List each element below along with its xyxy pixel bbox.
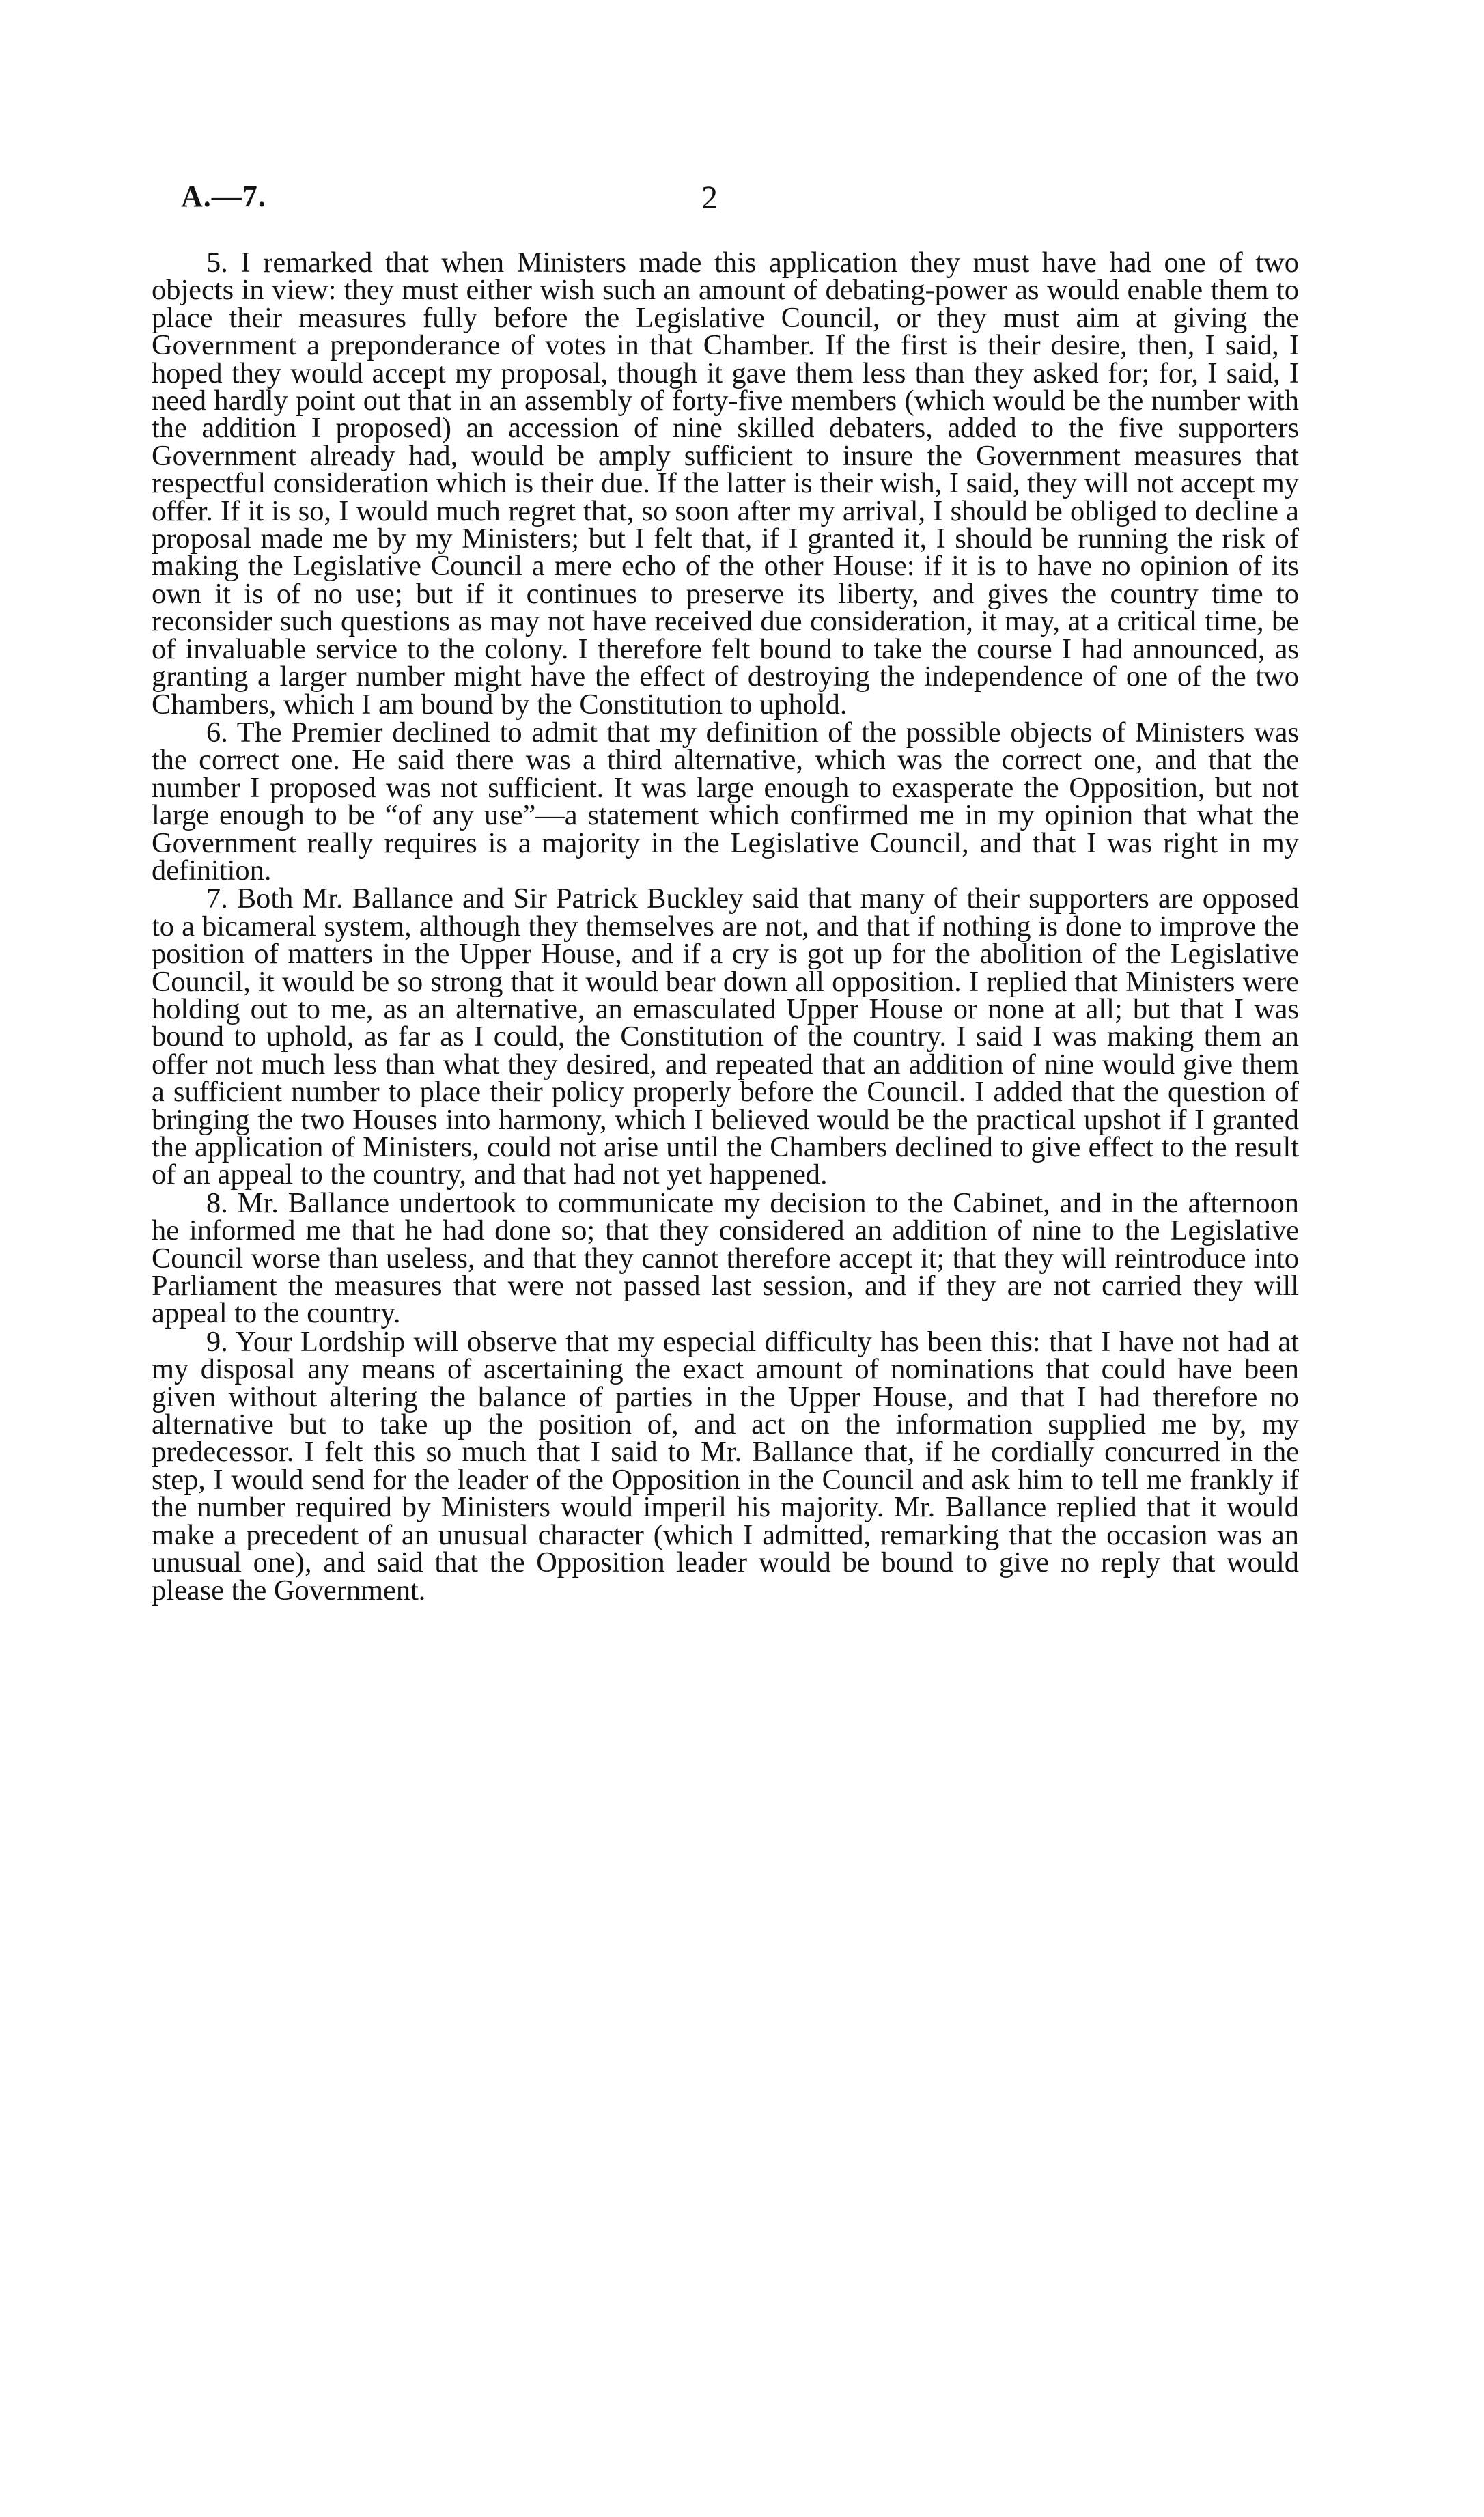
paragraph-6: 6. The Premier declined to admit that my definition of the possible objects of Ministers was the correct one. He said there was a third alternative, which was the correct one, and that the number I proposed was not sufficient. It was large enough to exasperate the Opposition, but not large enough to be “of any use”—a statement which confirmed me in my opinion that what the Government really requires is a majority in the Legislative Council, and that I was right in my definition. bbox=[152, 716, 1299, 887]
paragraph-7: 7. Both Mr. Ballance and Sir Patrick Buckley said that many of their supporters are opposed to a bicameral system, although they themselves are not, and that if nothing is done to improve the position of matters in the Upper House, and if a cry is got up for the abolition of the Legislative Council, it would be so strong that it would bear down all opposition. I replied that Ministers were holding out to me, as an alternative, an emasculated Upper House or none at all; but that I was bound to uphold, as far as I could, the Constitution of the country. I said I was making them an offer not much less than what they desired, and repeated that an addition of nine would give them a sufficient number to place their policy properly before the Council. I added that the question of bringing the two Houses into harmony, which I believed would be the practical upshot if I granted the application of Ministers, could not arise until the Chambers declined to give effect to the result of an appeal to the country, and that had not yet happened. bbox=[152, 882, 1299, 1191]
page-number: 2 bbox=[701, 180, 718, 216]
paragraph-9: 9. Your Lordship will observe that my especial difficulty has been this: that I have not had at my disposal any means of ascertaining the exact amount of nominations that could have been given without altering the balance of parties in the Upper House, and that I had therefore no alternative but to take up the position of, and act on the information supplied me by, my predecessor. I felt this so much that I said to Mr. Ballance that, if he cordially concurred in the step, I would send for the leader of the Opposition in the Council and ask him to tell me frankly if the number required by Ministers would imperil his majority. Mr. Ballance replied that it would make a precedent of an unusual character (which I admitted, remarking that the occasion was an unusual one), and said that the Opposition leader would be bound to give no reply that would please the Government. bbox=[152, 1325, 1299, 1607]
page-header bbox=[181, 179, 1315, 220]
body-text bbox=[152, 249, 1299, 1605]
document-reference: A.—7. bbox=[181, 180, 266, 213]
paragraph-8: 8. Mr. Ballance undertook to communicate my decision to the Cabinet, and in the afternoon he informed me that he had done so; that they considered an addition of nine to the Legislative Council worse than useless, and that they cannot therefore accept it; that they will reintroduce into Parliament the measures that were not passed last session, and if they are not carried they will appeal to the country. bbox=[152, 1186, 1299, 1330]
paragraph-5: 5. I remarked that when Ministers made this application they must have had one of two objects in view: they must either wish such an amount of debating-power as would enable them to place their measures fully before the Legislative Council, or they must aim at giving the Government a preponderance of votes in that Chamber. If the first is their desire, then, I said, I hoped they would accept my proposal, though it gave them less than they asked for; for, I said, I need hardly point out that in an assembly of forty-five members (which would be the number with the addition I proposed) an accession of nine skilled debaters, added to the five supporters Government already had, would be amply sufficient to insure the Government measures that respectful consideration which is their due. If the latter is their wish, I said, they will not accept my offer. If it is so, I would much regret that, so soon after my arrival, I should be obliged to decline a proposal made me by my Ministers; but I felt that, if I granted it, I should be running the risk of making the Legislative Council a mere echo of the other House: if it is to have no opinion of its own it is of no use; but if it continues to preserve its liberty, and gives the country time to reconsider such questions as may not have received due consideration, it may, at a critical time, be of invaluable service to the colony. I therefore felt bound to take the course I had announced, as granting a larger number might have the effect of destroying the independence of one of the two Chambers, which I am bound by the Constitution to uphold. bbox=[152, 247, 1299, 721]
